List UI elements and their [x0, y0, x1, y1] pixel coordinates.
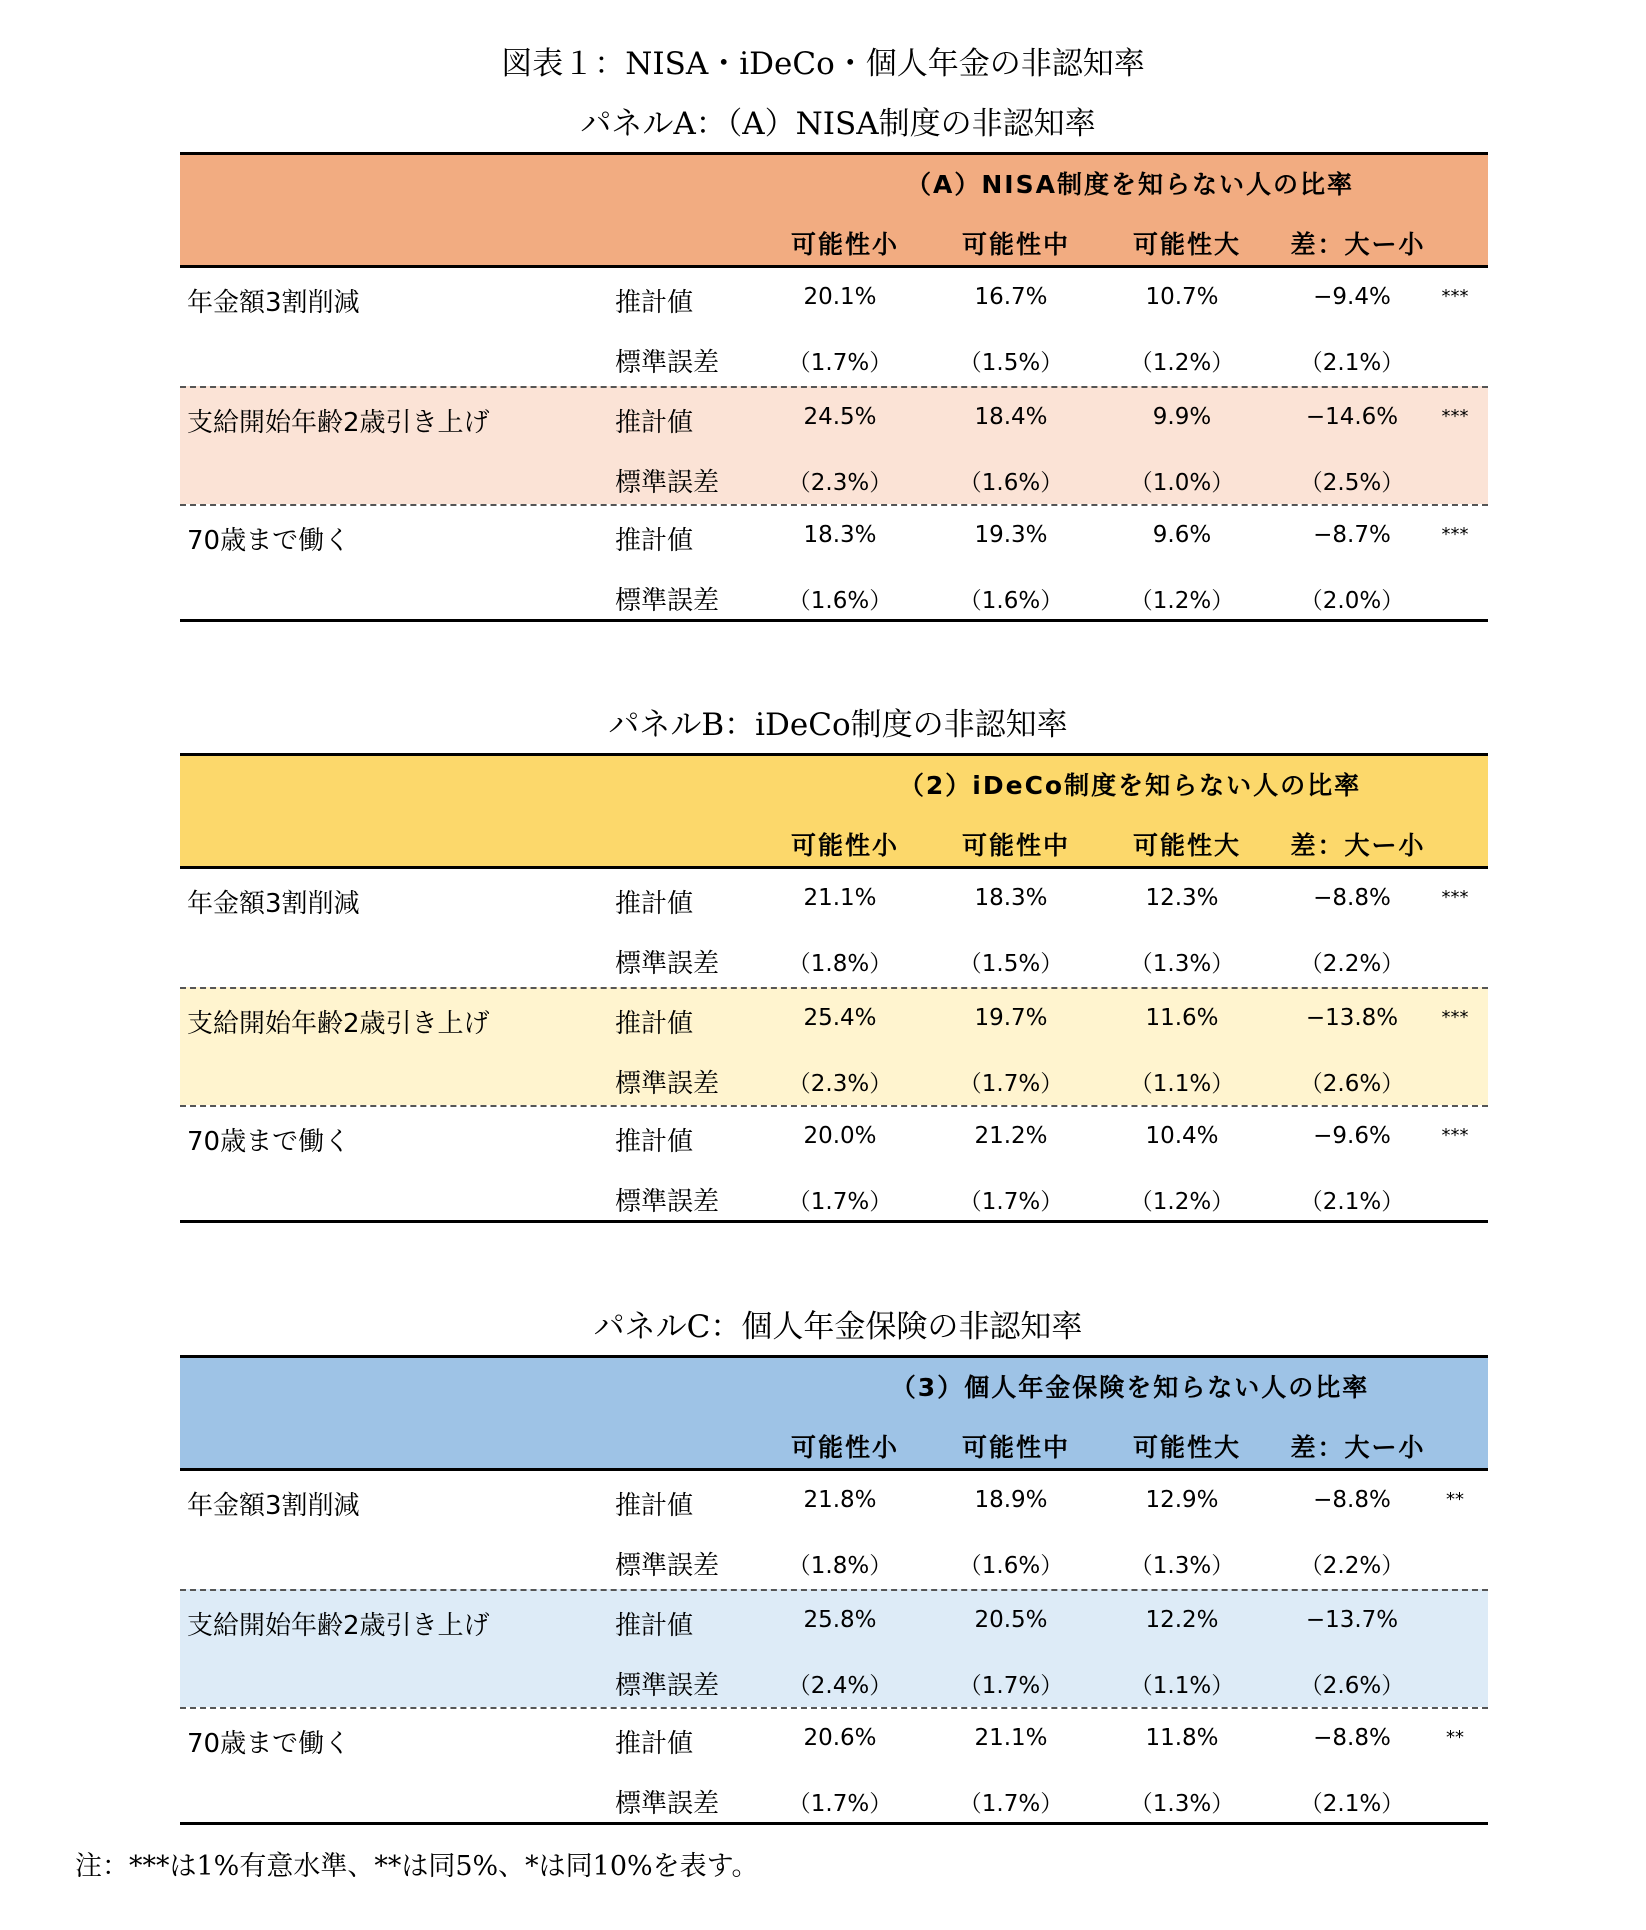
- estimate-value: 20.1%: [803, 284, 877, 310]
- column-header: 差：大ー小: [1290, 1433, 1426, 1462]
- estimate-value: 9.6%: [1152, 522, 1212, 548]
- standard-error-value: （2.3%）: [787, 1071, 893, 1097]
- panel-body: [180, 1471, 1488, 1825]
- stat-label-se: 標準誤差: [615, 348, 720, 378]
- estimate-value: 19.7%: [974, 1005, 1048, 1031]
- standard-error-value: （1.3%）: [1129, 1553, 1235, 1579]
- column-header: 可能性中: [961, 831, 1070, 860]
- standard-error-value: （2.6%）: [1299, 1071, 1405, 1097]
- estimate-value: −13.8%: [1305, 1005, 1399, 1031]
- standard-error-value: （2.5%）: [1299, 470, 1405, 496]
- standard-error-value: （1.8%）: [787, 1553, 893, 1579]
- estimate-value: 19.3%: [974, 522, 1048, 548]
- significance-marker: ***: [1441, 1007, 1469, 1028]
- stat-label-se: 標準誤差: [615, 586, 720, 616]
- standard-error-value: （1.2%）: [1129, 588, 1235, 614]
- estimate-value: 25.4%: [803, 1005, 877, 1031]
- stat-label-estimate: 推計値: [615, 288, 694, 318]
- estimate-value: 20.5%: [974, 1607, 1048, 1633]
- standard-error-value: （2.2%）: [1299, 1553, 1405, 1579]
- panel-title: パネルA：（A）NISA制度の非認知率: [580, 106, 1096, 142]
- row-label: 支給開始年齢2歳引き上げ: [187, 1611, 490, 1641]
- row-label: 年金額3割削減: [187, 889, 360, 919]
- standard-error-value: （1.6%）: [958, 1553, 1064, 1579]
- row-label: 70歳まで働く: [187, 1729, 351, 1759]
- panel-header: [180, 1355, 1488, 1471]
- significance-marker: ***: [1441, 524, 1469, 545]
- estimate-value: −9.6%: [1313, 1123, 1391, 1149]
- estimate-value: 21.8%: [803, 1487, 877, 1513]
- estimate-value: 16.7%: [974, 284, 1048, 310]
- estimate-value: −8.7%: [1313, 522, 1391, 548]
- panel-body: [180, 268, 1488, 622]
- standard-error-value: （1.7%）: [787, 350, 893, 376]
- significance-marker: **: [1446, 1727, 1464, 1748]
- column-header: 可能性大: [1132, 230, 1241, 259]
- standard-error-value: （1.5%）: [958, 951, 1064, 977]
- significance-marker: ***: [1441, 286, 1469, 307]
- estimate-value: 21.1%: [974, 1725, 1048, 1751]
- column-header: 可能性小: [790, 831, 899, 860]
- standard-error-value: （2.0%）: [1299, 588, 1405, 614]
- table-row: [180, 1589, 1488, 1707]
- stat-label-estimate: 推計値: [615, 1611, 694, 1641]
- standard-error-value: （1.7%）: [958, 1673, 1064, 1699]
- estimate-value: 18.4%: [974, 404, 1048, 430]
- stat-label-estimate: 推計値: [615, 1127, 694, 1157]
- standard-error-value: （1.1%）: [1129, 1071, 1235, 1097]
- column-header: 可能性大: [1132, 831, 1241, 860]
- standard-error-value: （1.2%）: [1129, 350, 1235, 376]
- table-row: [180, 386, 1488, 504]
- column-header: 可能性小: [790, 230, 899, 259]
- table-row: [180, 987, 1488, 1105]
- panel-body: [180, 869, 1488, 1223]
- column-header: 差：大ー小: [1290, 230, 1426, 259]
- table-row: [180, 1471, 1488, 1589]
- estimate-value: 12.9%: [1145, 1487, 1219, 1513]
- stat-label-estimate: 推計値: [615, 1729, 694, 1759]
- estimate-value: −8.8%: [1313, 885, 1391, 911]
- estimate-value: 21.2%: [974, 1123, 1048, 1149]
- estimate-value: 20.6%: [803, 1725, 877, 1751]
- estimate-value: 18.3%: [974, 885, 1048, 911]
- row-label: 70歳まで働く: [187, 1127, 351, 1157]
- estimate-value: −13.7%: [1305, 1607, 1399, 1633]
- standard-error-value: （2.1%）: [1299, 350, 1405, 376]
- stat-label-se: 標準誤差: [615, 949, 720, 979]
- column-header: 可能性小: [790, 1433, 899, 1462]
- standard-error-value: （1.7%）: [958, 1189, 1064, 1215]
- standard-error-value: （1.3%）: [1129, 1791, 1235, 1817]
- panel-header-title: （A）NISA制度を知らない人の比率: [906, 170, 1354, 199]
- row-label: 70歳まで働く: [187, 526, 351, 556]
- stat-label-se: 標準誤差: [615, 1671, 720, 1701]
- stat-label-se: 標準誤差: [615, 1551, 720, 1581]
- stat-label-se: 標準誤差: [615, 1789, 720, 1819]
- estimate-value: 24.5%: [803, 404, 877, 430]
- table-row: [180, 1707, 1488, 1825]
- estimate-value: −8.8%: [1313, 1487, 1391, 1513]
- panel-header: [180, 152, 1488, 268]
- estimate-value: 10.4%: [1145, 1123, 1219, 1149]
- standard-error-value: （1.7%）: [958, 1791, 1064, 1817]
- standard-error-value: （2.2%）: [1299, 951, 1405, 977]
- table-row: [180, 268, 1488, 386]
- estimate-value: 18.3%: [803, 522, 877, 548]
- estimate-value: −14.6%: [1305, 404, 1399, 430]
- standard-error-value: （2.4%）: [787, 1673, 893, 1699]
- standard-error-value: （1.0%）: [1129, 470, 1235, 496]
- estimate-value: 10.7%: [1145, 284, 1219, 310]
- standard-error-value: （1.7%）: [787, 1189, 893, 1215]
- estimate-value: 18.9%: [974, 1487, 1048, 1513]
- column-header: 可能性中: [961, 230, 1070, 259]
- stat-label-estimate: 推計値: [615, 1491, 694, 1521]
- table-row: [180, 504, 1488, 622]
- standard-error-value: （1.8%）: [787, 951, 893, 977]
- footnote: 注：***は1%有意水準、**は同5%、*は同10%を表す。: [75, 1851, 759, 1882]
- stat-label-se: 標準誤差: [615, 468, 720, 498]
- stat-label-estimate: 推計値: [615, 526, 694, 556]
- panel-title: パネルC：個人年金保険の非認知率: [593, 1309, 1083, 1345]
- standard-error-value: （1.7%）: [787, 1791, 893, 1817]
- standard-error-value: （2.3%）: [787, 470, 893, 496]
- stat-label-estimate: 推計値: [615, 1009, 694, 1039]
- estimate-value: 21.1%: [803, 885, 877, 911]
- significance-marker: ***: [1441, 887, 1469, 908]
- column-header: 可能性中: [961, 1433, 1070, 1462]
- figure-title: 図表１：NISA・iDeCo・個人年金の非認知率: [501, 46, 1145, 82]
- standard-error-value: （2.1%）: [1299, 1791, 1405, 1817]
- standard-error-value: （1.2%）: [1129, 1189, 1235, 1215]
- estimate-value: 20.0%: [803, 1123, 877, 1149]
- row-label: 支給開始年齢2歳引き上げ: [187, 408, 490, 438]
- standard-error-value: （1.7%）: [958, 1071, 1064, 1097]
- stat-label-estimate: 推計値: [615, 408, 694, 438]
- stat-label-se: 標準誤差: [615, 1187, 720, 1217]
- significance-marker: ***: [1441, 406, 1469, 427]
- estimate-value: −9.4%: [1313, 284, 1391, 310]
- panel-header-title: （2）iDeCo制度を知らない人の比率: [898, 771, 1362, 800]
- standard-error-value: （1.6%）: [787, 588, 893, 614]
- estimate-value: 9.9%: [1152, 404, 1212, 430]
- standard-error-value: （1.6%）: [958, 470, 1064, 496]
- estimate-value: 25.8%: [803, 1607, 877, 1633]
- estimate-value: 12.2%: [1145, 1607, 1219, 1633]
- standard-error-value: （1.1%）: [1129, 1673, 1235, 1699]
- panel-header: [180, 753, 1488, 869]
- stat-label-estimate: 推計値: [615, 889, 694, 919]
- row-label: 年金額3割削減: [187, 1491, 360, 1521]
- row-label: 支給開始年齢2歳引き上げ: [187, 1009, 490, 1039]
- table-row: [180, 1105, 1488, 1223]
- significance-marker: ***: [1441, 1125, 1469, 1146]
- column-header: 差：大ー小: [1290, 831, 1426, 860]
- panel-title: パネルB：iDeCo制度の非認知率: [608, 707, 1068, 743]
- stat-label-se: 標準誤差: [615, 1069, 720, 1099]
- standard-error-value: （1.3%）: [1129, 951, 1235, 977]
- estimate-value: 12.3%: [1145, 885, 1219, 911]
- estimate-value: 11.6%: [1145, 1005, 1219, 1031]
- standard-error-value: （2.1%）: [1299, 1189, 1405, 1215]
- table-row: [180, 869, 1488, 987]
- estimate-value: −8.8%: [1313, 1725, 1391, 1751]
- estimate-value: 11.8%: [1145, 1725, 1219, 1751]
- standard-error-value: （1.6%）: [958, 588, 1064, 614]
- significance-marker: **: [1446, 1489, 1464, 1510]
- standard-error-value: （1.5%）: [958, 350, 1064, 376]
- column-header: 可能性大: [1132, 1433, 1241, 1462]
- panel-header-title: （3）個人年金保険を知らない人の比率: [890, 1373, 1370, 1402]
- standard-error-value: （2.6%）: [1299, 1673, 1405, 1699]
- row-label: 年金額3割削減: [187, 288, 360, 318]
